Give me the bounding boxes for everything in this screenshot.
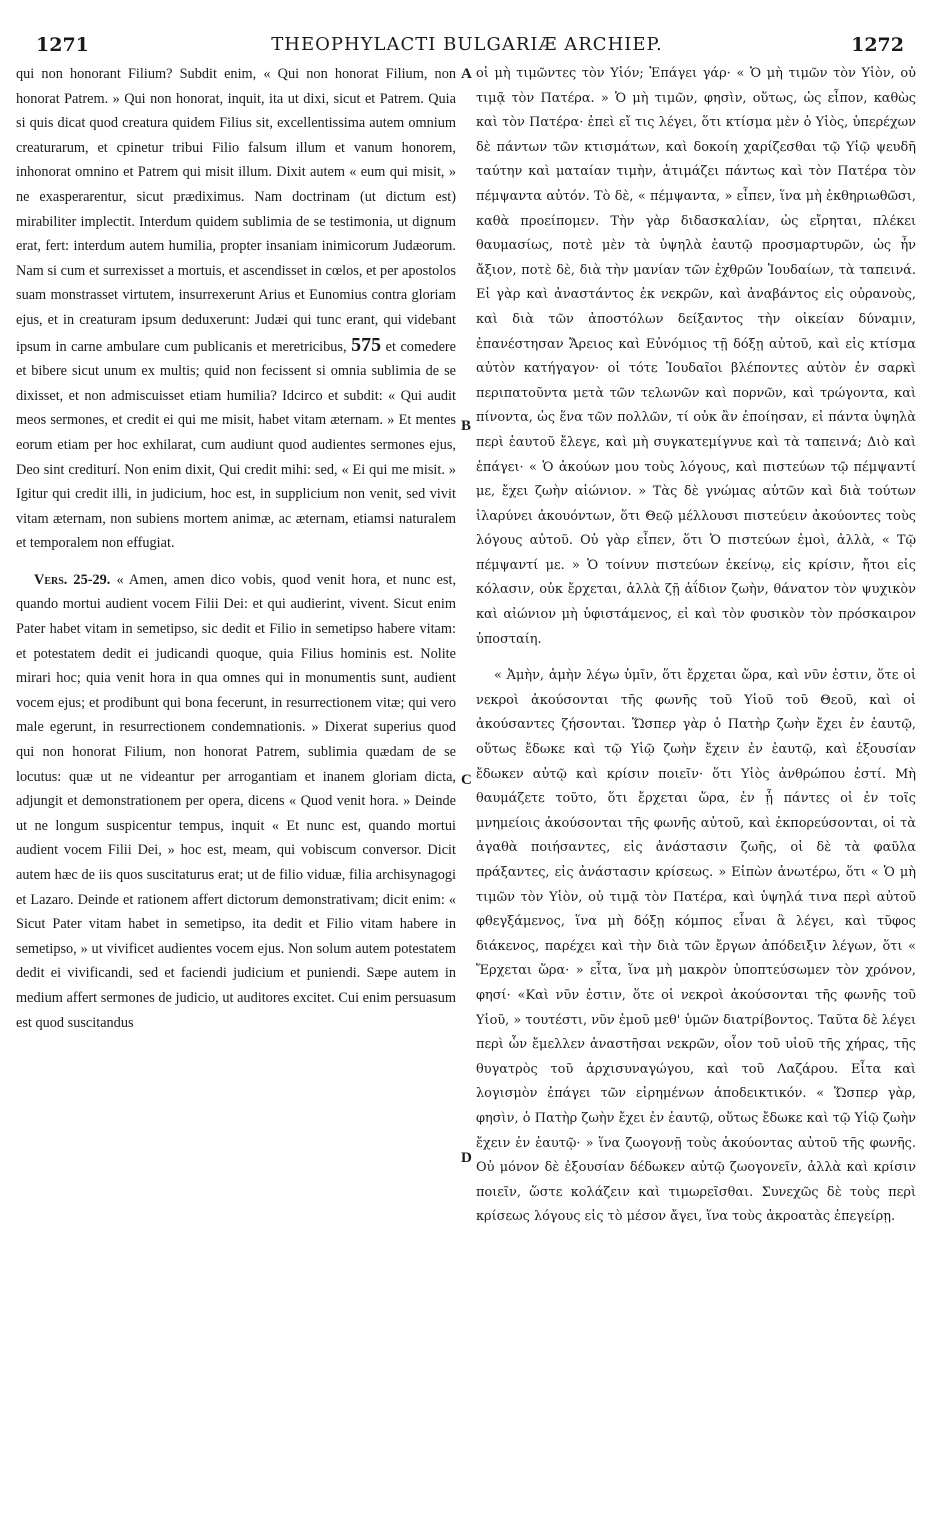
latin-text: et comedere et bibere sicut unum ex multis; quid non fecissent si omnia sublimia de se dixisset, et non admiscuisset etiam humilia? Idcirco et subdit: « Qui audit meos sermones, et credit ei qui me misit, habet vitam æternam. » Et mentes eorum etiam per hoc exhilarat, cum audiunt quod audientes sermones ejus, Deo sint crediturí. Non enim dixit, Qui credit mihi: sed, « Ei qui me misit. » Igitur qui credit illi, in judicium, hoc est, in supplicium non venit, sed vivit vitam æternam, non subiens mortem animæ, ac æternam, etiamsi naturalem et temporalem non effugiat. [16,338,456,552]
greek-paragraph: « Ἀμὴν, ἀμὴν λέγω ὑμῖν, ὅτι ἔρχεται ὥρα, καὶ νῦν ἐστιν, ὅτε οἱ νεκροὶ ἀκούσονται τῆς φωνῆς τοῦ Υἱοῦ τοῦ Θεοῦ, καὶ οἱ ἀκούσαντες ζήσονται. Ὥσπερ γὰρ ὁ Πατὴρ ζωὴν ἔχει ἐν ἑαυτῷ, οὕτως ἔδωκε καὶ τῷ Υἱῷ ζωὴν ἔχειν ἐν ἑαυτῷ, καὶ ἐξουσίαν ἔδωκεν αὐτῷ καὶ κρίσιν ποιεῖν· ὅτι Υἱὸς ἀνθρώπου ἐστί. Μὴ θαυμάζετε τοῦτο, ὅτι ἔρχεται ὥρα, ἐν ᾗ πάντες οἱ ἐν τοῖς μνημείοις ἀκούσονται τῆς φωνῆς αὐτοῦ, καὶ ἐκπορεύσονται, οἱ τὰ ἀγαθὰ ποιήσαντες, εἰς ἀνάστασιν ζωῆς, οἱ δὲ τὰ φαῦλα πράξαντες, εἰς ἀνάστασιν κρίσεως. » Εἰπὼν ἀνωτέρω, ὅτι « Ὁ μὴ τιμῶν τὸν Υἱὸν, οὐ τιμᾷ τὸν Πατέρα, καὶ ὑψηλά τινα περὶ αὐτοῦ φθεγξάμενος, ἵνα μὴ δόξῃ κόμπος εἶναι ἃ λέγει, καὶ τῦφος διάκενος, παρέχει καὶ τὴν διὰ τῶν ἔργων ἀπόδειξιν λέγων, ὅτι « Ἔρχεται ὥρα· » εἶτα, ἵνα μὴ μακρὸν ὑποπτεύσωμεν τὸν χρόνον, φησί· «Καὶ νῦν ἐστιν, ὅτε οἱ νεκροὶ ἀκούσονται τῆς φωνῆς τοῦ Υἱοῦ, » τουτέστι, νῦν ἐμοῦ μεθ' ὑμῶν διατρίβοντος. Ταῦτα δὲ λέγει περὶ ὧν ἔμελλεν ἀναστῆσαι νεκρῶν, οἷον τοῦ υἱοῦ τῆς χήρας, τῆς θυγατρὸς τοῦ ἀρχισυναγώγου, καὶ τοῦ Λαζάρου. Εἶτα καὶ λογισμὸν ἐπάγει τῶν εἰρημένων ἀποδεικτικόν. « Ὥσπερ γὰρ, φησὶν, ὁ Πατὴρ ζωὴν ἔχει ἐν ἑαυτῷ, οὕτως ἔδωκε καὶ τῷ Υἱῷ ζωὴν ἔχειν ἐν ἑαυτῷ· » ἵνα ζωογονῇ τοὺς ἀκούοντας αὐτοῦ τῆς φωνῆς. Οὐ μόνον δὲ ἐξουσίαν δέδωκεν αὐτῷ ζωογονεῖν, ἀλλὰ καὶ κρίσιν ποιεῖν, ὥστε κολάζειν καὶ τιμωρεῖσθαι. Συνεχῶς δὲ τοὺς περὶ κρίσεως λόγους εἰς τὸ μέσον ἄγει, ἵνα τοὺς ἀκροατὰς ἐπεγείρῃ. [476,668,916,1225]
verse-heading: Vers. 25-29. [34,571,111,588]
marker-d: D [461,1150,472,1166]
latin-text: « Amen, amen dico vobis, quod venit hora, et nunc est, quando mortui audient vocem Filii Dei: et qui audierint, vivent. Sicut enim Pater habet vitam in semetipso, sic dedit et Filio in semetipso habere vitam: et potestatem dedit ei judicandi quoque, quia Filius hominis est. Nolite mirari hoc; quia venit hora in qua omnes qui in monumentis sunt, audient vocem ejus; et prodibunt qui bona fecerunt, in resurrectionem vitæ; qui vero male egerunt, in resurrectionem condemnationis. » Dixerat superius quod qui non honorat Filium, non honorat Patrem, sublimia quædam de se locutus: quæ ut ne videantur per arrogantiam et inanem gloriam dicta, adjungit et demonstrationem per opera, dicens « Quod venit hora. » Deinde ut ne longum suspicentur tempus, inquit « Et nunc est, quando mortui audient vocem Filii Dei, » hoc est, meam, qui vobiscum conversor. Dicit autem hæc de iis quos suscitaturus erat; ut de filio viduæ, filia archisynagogi et Lazaro. Deinde et rationem affert dictorum demonstrativam; dicit enim: « Sicut Pater vitam habet in semetipso, ita dedit et Filio vitam habere in semetipso, » ut vivificet audientes vocem ejus. Non solum autem potestatem dedit ei vivificandi, sed et faciendi judicium et puniendi. Sæpe autem in medium affert sermones de judicio, ut auditores excitet. Cui enim persuasum est quod suscitandus [16,571,456,1031]
running-header [18,6,916,54]
marker-c: C [461,772,472,788]
greek-column [476,62,916,1532]
latin-text: qui non honorant Filium? Subdit enim, « Qui non honorat Filium, non honorat Patrem. » Qui non honorat, inquit, ita ut dixi, sicut et Patrem. Quia si quis dicat quod creatura quidem Filius sit, excellentissima autem omnium creaturarum, et cpinetur tribui Filio falsum illum et vanum honorem, inhonorat omnino et Patrem qui misit illum. Dixit autem « eum qui misit, » ne exasperarentur, sicut prædiximus. Nam doctrinam (ut dictum est) mirabiliter implectit. Interdum quidem sublimia de se testimonia, ut dignum erat, fert: interdum autem humilia, propter insaniam inimicorum Judæorum. Nam si cum et surrexisset a mortuis, et ascendisset in cœlos, et per apostolos suam monstrasset virtutem, insurrexerunt Arius et Eunomius contra gloriam ejus, et in creaturam ipsum deduxerunt: Judæi qui tunc erant, qui videbant ipsum in carne ambulare cum publicanis et meretricibus, [16,66,456,355]
page-number-left: 1271 [36,34,89,56]
marker-a: A [461,66,472,82]
latin-column [16,62,456,1532]
greek-paragraph: οἱ μὴ τιμῶντες τὸν Υἱόν; Ἐπάγει γάρ· « Ὁ μὴ τιμῶν τὸν Υἱὸν, οὐ τιμᾷ τὸν Πατέρα. » Ὁ μὴ τιμῶν, φησὶν, οὕτως, ὡς εἶπον, καθὼς καὶ τὸν Πατέρα· ἐπεὶ εἴ τις λέγει, ὅτι κτίσμα μὲν ὁ Υἱὸς, ὑπερέχων δὲ πάντων τῶν κτισμάτων, καὶ δοκοίη χαρίζεσθαι τῷ Υἱῷ ψευδῆ ταύτην καὶ ματαίαν τιμὴν, ἀτιμάζει πάντως καὶ τὸν Πατέρα τὸν πέμψαντα αὐτόν. Τὸ δὲ, « πέμψαντα, » εἶπεν, ἵνα μὴ ἐκθηριωθῶσι, καθὰ προείπομεν. Τὴν γὰρ διδασκαλίαν, ὡς εἴρηται, πλέκει θαυμασίως, ποτὲ μὲν τὰ ὑψηλὰ ἑαυτῷ προσμαρτυρῶν, ὡς ἦν ἄξιον, ποτὲ δὲ, διὰ τὴν μανίαν τῶν ἐχθρῶν Ἰουδαίων, τὰ ταπεινά. Εἰ γὰρ καὶ ἀναστάντος ἐκ νεκρῶν, καὶ ἀναβάντος εἰς οὐρανοὺς, καὶ διὰ τῶν ἀποστόλων δείξαντος τὴν οἰκείαν δύναμιν, ἐπανέστησαν Ἄρειος καὶ Εὐνόμιος τῇ δόξῃ αὐτοῦ, καὶ εἰς κτίσμα αὐτὸν κατήγαγον· οἱ τότε Ἰουδαῖοι βλέποντες αὐτὸν ἐν σαρκὶ περιπατοῦντα μετὰ τῶν τελωνῶν καὶ πορνῶν, καὶ τρώγοντα, καὶ πίνοντα, ὡς ἕνα τῶν πολλῶν, τί οὐκ ἂν ἐποίησαν, εἰ πάντα ὑψηλὰ περὶ ἑαυτοῦ ἔλεγε, καὶ μὴ συγκατεμίγνυε καὶ τὰ ταπεινά; Διὸ καὶ ἐπάγει· « Ὁ ἀκούων μου τοὺς λόγους, καὶ πιστεύων τῷ πέμψαντί με, ἔχει ζωὴν αἰώνιον. » Τὰς δὲ γνώμας αὐτῶν καὶ διὰ τούτων ἱλαρύνει ἀκουόντων, ὅτι Θεῷ μέλλουσι πιστεύειν ἀκούοντες τοὺς λόγους αὐτοῦ. Οὐ γὰρ εἶπεν, ὅτι Ὁ πιστεύων ἐμοὶ, ἀλλὰ, « Τῷ πέμψαντί με. » Ὁ τοίνυν πιστεύων ἐκείνῳ, εἰς κρίσιν, ἤτοι εἰς κόλασιν, οὐκ ἔρχεται, ἀλλὰ ζῇ ἀΐδιον ζωὴν, θάνατον τὸν ψυχικὸν καὶ αἰώνιον μὴ ὑφιστάμενος, εἰ καὶ τὸν φυσικὸν τὸν πρόσκαιρον ὑποσταίη. [476,66,916,647]
latin-paragraph [16,568,456,1035]
page-number-right: 1272 [851,34,904,56]
margin-number: 575 [351,333,382,356]
marker-b: B [461,418,472,434]
running-title: THEOPHYLACTI BULGARIÆ ARCHIEP. [271,34,663,55]
latin-paragraph [16,62,456,556]
